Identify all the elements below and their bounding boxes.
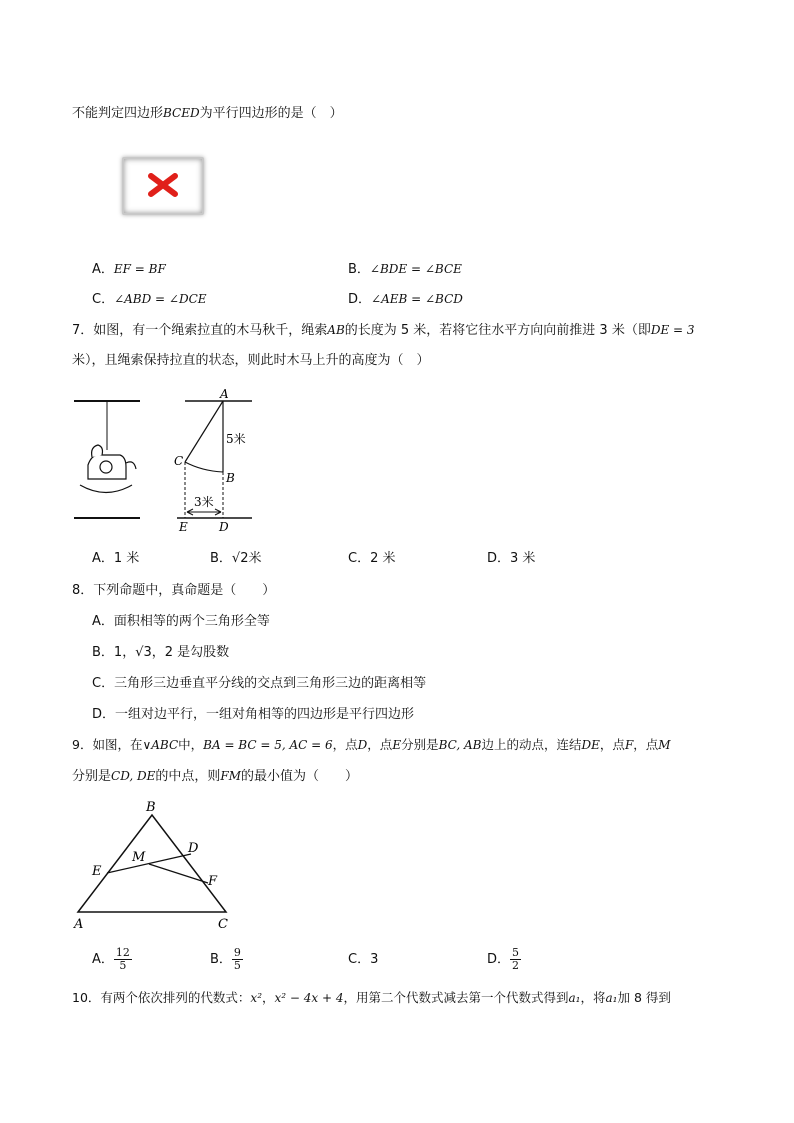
q7-figure bbox=[70, 385, 260, 535]
q9-figure bbox=[70, 795, 240, 935]
q6-option-a[interactable]: A．EF = BF bbox=[92, 262, 166, 277]
q9-option-c[interactable]: C．3 bbox=[348, 952, 379, 967]
q9-label-a: A bbox=[74, 917, 84, 932]
q7-option-b[interactable]: B．√2米 bbox=[210, 551, 262, 566]
q7-label-a: A bbox=[220, 387, 229, 401]
q9-label-b: B bbox=[146, 800, 156, 815]
q9-stem-line1: 9．如图，在∨ABC中，BA = BC = 5, AC = 6，点D，点E分别是BC, AB边上的动点，连结DE，点F，点M bbox=[72, 737, 671, 752]
broken-image-icon bbox=[122, 157, 204, 215]
q7-stem-line1: 7．如图，有一个绳索拉直的木马秋千，绳索AB的长度为 5 米，若将它往水平方向向前推进 3 米（即DE = 3 bbox=[72, 323, 695, 338]
q6-option-d[interactable]: D．∠AEB = ∠BCD bbox=[348, 292, 463, 307]
q9-option-d[interactable]: D． $\frac{5}{2}$ bbox=[487, 946, 520, 972]
q7-label-c: C bbox=[174, 454, 184, 468]
q7-option-d[interactable]: D．3 米 bbox=[487, 551, 536, 566]
q9-option-b[interactable]: B． $\frac{9}{5}$ bbox=[210, 946, 241, 972]
q9-label-m: M bbox=[132, 850, 146, 865]
q8-option-d[interactable]: D．一组对边平行，一组对角相等的四边形是平行四边形 bbox=[92, 707, 415, 722]
q8-option-b[interactable]: B．1，√3，2 是勾股数 bbox=[92, 645, 230, 660]
q9-option-d-fraction: $\frac{5}{2}$ bbox=[512, 946, 520, 972]
q7-option-c[interactable]: C．2 米 bbox=[348, 551, 396, 566]
q9-option-a-fraction: $\frac{12}{5}$ bbox=[115, 946, 130, 972]
q7-label-b: B bbox=[226, 471, 235, 485]
q7-label-d: D bbox=[219, 520, 229, 534]
q9-label-d: D bbox=[188, 841, 199, 856]
q9-option-a[interactable]: A． $\frac{12}{5}$ bbox=[92, 946, 130, 972]
q7-label-ab-length: 5米 bbox=[226, 432, 246, 446]
q7-label-e: E bbox=[179, 520, 188, 534]
q6-shape: BCED bbox=[163, 106, 200, 120]
q9-label-f: F bbox=[208, 874, 218, 889]
q9-label-c: C bbox=[218, 917, 228, 932]
q6-option-c[interactable]: C．∠ABD = ∠DCE bbox=[92, 292, 207, 307]
q8-option-a[interactable]: A．面积相等的两个三角形全等 bbox=[92, 614, 270, 629]
q8-stem: 8．下列命题中，真命题是（ ） bbox=[72, 583, 276, 598]
q7-label-de-length: 3米 bbox=[194, 495, 214, 509]
q7-stem-line2: 米），且绳索保持拉直的状态，则此时木马上升的高度为（ ） bbox=[72, 353, 430, 368]
q9-label-e: E bbox=[92, 864, 102, 879]
rocking-horse-icon bbox=[80, 445, 136, 493]
q10-stem: 10．有两个依次排列的代数式：x²，x² − 4x + 4，用第二个代数式减去第一个代数式得到a₁，将a₁加 8 得到 bbox=[72, 990, 671, 1005]
q9-stem-line2: 分别是CD, DE的中点，则FM的最小值为（ ） bbox=[72, 769, 359, 784]
q7-option-a[interactable]: A．1 米 bbox=[92, 551, 140, 566]
q6-option-b[interactable]: B．∠BDE = ∠BCE bbox=[348, 262, 462, 277]
q8-option-c[interactable]: C．三角形三边垂直平分线的交点到三角形三边的距离相等 bbox=[92, 676, 427, 691]
q9-option-b-fraction: $\frac{9}{5}$ bbox=[233, 946, 241, 972]
q6-stem: 不能判定四边形BCED为平行四边形的是（ ） bbox=[72, 106, 343, 121]
